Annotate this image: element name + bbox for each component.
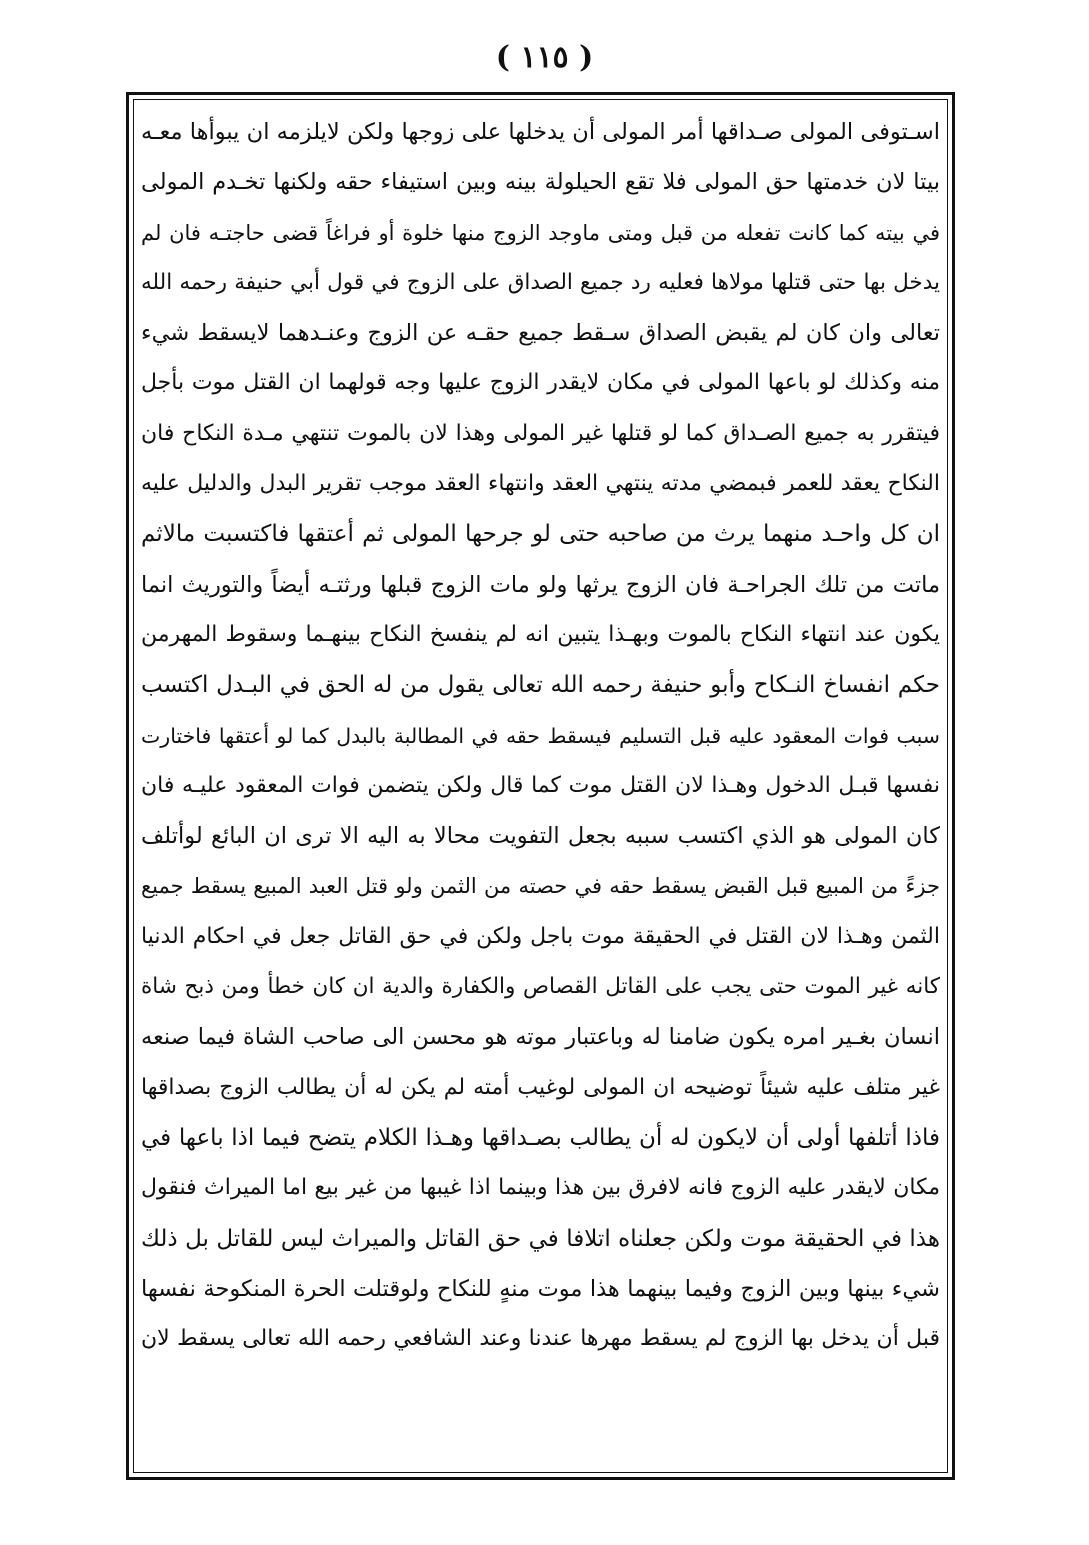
text-line: كانه غير الموت حتى يجب على القاتل القصاص والكفارة والدية ان كان خطأ ومن ذبح شاة xyxy=(141,974,940,1000)
text-line: اسـتوفى المولى صـداقها أمر المولى أن يدخلها على زوجها ولكن لايلزمه ان يبوأها معـه xyxy=(141,119,940,145)
text-line: نفسها قبـل الدخول وهـذا لان القتل موت كما قال ولكن يتضمن فوات المعقود عليـه فان xyxy=(141,772,940,798)
text-line: قبل أن يدخل بها الزوج لم يسقط مهرها عندنا وعند الشافعي رحمه الله تعالى يسقط لان xyxy=(141,1326,940,1352)
text-line: بيتا لان خدمتها حق المولى فلا تقع الحيلولة بينه وبين استيفاء حقه ولكنها تخـدم المولى xyxy=(141,169,940,196)
text-line: يدخل بها حتى قتلها مولاها فعليه رد جميع الصداق على الزوج في قول أبي حنيفة رحمه الله xyxy=(141,269,940,295)
text-line: الثمن وهـذا لان القتل في الحقيقة موت باجل ولكن في حق القاتل جعل في احكام الدنيا xyxy=(141,923,940,949)
text-line: كان المولى هو الذي اكتسب سببه بجعل التفويت محالا به اليه الا ترى ان البائع لوأتلف xyxy=(141,823,940,850)
text-line: شيء بينها وبين الزوج وفيما بينهما هذا موت منهٍ للنكاح ولوقتلت الحرة المنكوحة نفسها xyxy=(141,1275,940,1302)
text-line: يكون عند انتهاء النكاح بالموت وبهـذا يتبين انه لم ينفسخ النكاح بينهـما وسقوط المهرمن xyxy=(141,621,940,647)
text-line: حكم انفساخ النـكاح وأبو حنيفة رحمه الله تعالى يقول من له الحق في البـدل اكتسب xyxy=(141,672,940,699)
text-line: منه وكذلك لو باعها المولى في مكان لايقدر الزوج عليها وجه قولهما ان القتل موت بأجل xyxy=(141,370,940,396)
text-line: ان كل واحـد منهما يرث من صاحبه حتى لو جرحها المولى ثم أعتقها فاكتسبت مالاثم xyxy=(141,521,940,548)
text-line: النكاح يعقد للعمر فبمضي مدته ينتهي العقد وانتهاء العقد موجب تقرير البدل والدليل عليه xyxy=(141,471,940,497)
text-line: فاذا أتلفها أولى أن لايكون له أن يطالب بصـداقها وهـذا الكلام يتضح فيما اذا باعها في xyxy=(141,1124,940,1151)
text-line: مكان لايقدر عليه الزوج فانه لافرق بين هذا وبينما اذا غيبها من غير بيع اما الميراث فنقول xyxy=(141,1175,940,1201)
text-line: غير متلف عليه شيئاً توضيحه ان المولى لوغيب أمته لم يكن له أن يطالب الزوج بصداقها xyxy=(141,1074,940,1100)
text-line: تعالى وان كان لم يقبض الصداق سـقط جميع حقـه عن الزوج وعنـدهما لايسقط شيء xyxy=(141,320,940,347)
text-body xyxy=(141,107,940,1465)
text-line: انسان بغـير امره يكون ضامنا له وباعتبار موته هو محسن الى صاحب الشاة فيما صنعه xyxy=(141,1024,940,1051)
text-line: ماتت من تلك الجراحـة فان الزوج يرثها ولو مات الزوج قبلها ورثتـه أيضاً والتوريث انما xyxy=(141,571,940,598)
text-line: جزءً من المبيع قبل القبض يسقط حقه في حصته من الثمن ولو قتل العبد المبيع يسقط جميع xyxy=(141,874,940,899)
text-line: في بيته كما كانت تفعله من قبل ومتى ماوجد الزوج منها خلوة أو فراغاً قضى حاجتـه فان لم xyxy=(141,220,940,245)
text-line: هذا في الحقيقة موت ولكن جعلناه اتلافا في حق القاتل والميراث ليس للقاتل بل ذلك xyxy=(141,1225,940,1252)
text-line: سبب فوات المعقود عليه قبل التسليم فيسقط حقه في المطالبة بالبدل كما لو أعتقها فاختارت xyxy=(141,723,940,748)
page-number: ( ١١٥ ) xyxy=(495,40,594,75)
text-line: فيتقرر به جميع الصـداق كما لو قتلها غير المولى وهذا لان بالموت تنتهي مـدة النكاح فان xyxy=(141,420,940,446)
